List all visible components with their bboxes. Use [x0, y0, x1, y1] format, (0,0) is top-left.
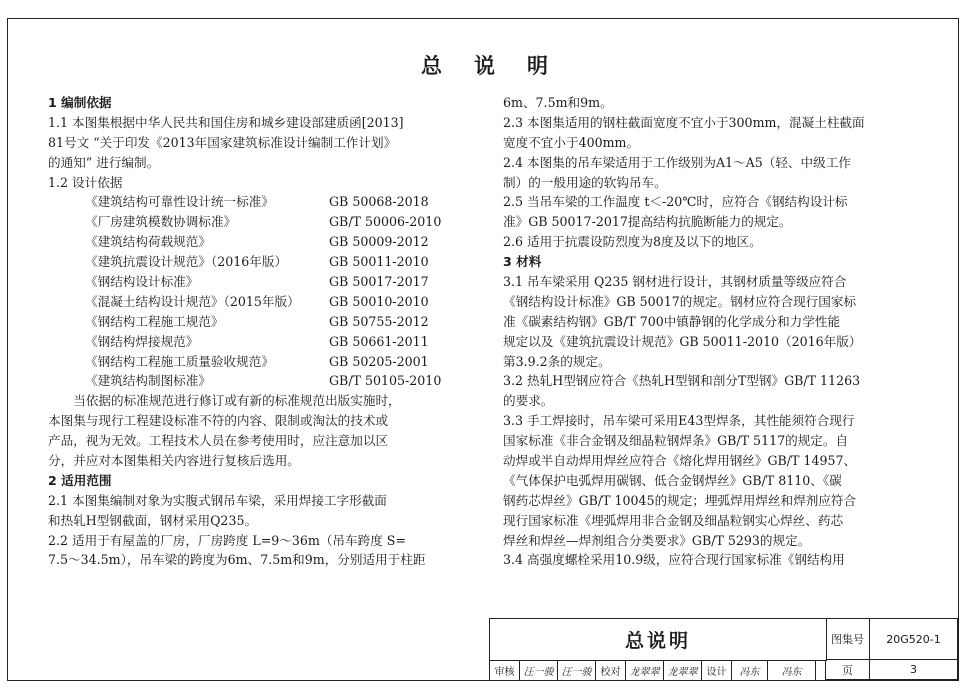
standard-item: [48, 371, 476, 391]
text-line: 焊丝和焊丝—焊剂组合分类要求》GB/T 5293的规定。: [503, 532, 811, 548]
standard-code: GB 50661-2011: [329, 333, 429, 349]
standard-name: 《建筑抗震设计规范》（2016年版）: [85, 254, 288, 270]
text-line: 《气体保护电弧焊用碳钢、低合金钢焊丝》GB/T 8110、《碳: [503, 472, 842, 488]
text-line: 7.5～34.5m），吊车梁的跨度为6m、7.5m和9m，分别适用于柱距: [48, 552, 426, 568]
standard-name: 《建筑结构荷载规范》: [85, 234, 211, 250]
text-line: 2.5 当吊车梁的工作温度 t＜-20℃时，应符合《钢结构设计标: [503, 194, 848, 210]
standard-item: [48, 272, 476, 292]
drawing-title: 总说明: [490, 619, 827, 661]
text-line: 《钢结构设计标准》GB 50017的规定。钢材应符合现行国家标: [503, 293, 857, 309]
text-line: 和热轧H型钢截面，钢材采用Q235。: [48, 512, 258, 528]
text-line: 2.4 本图集的吊车梁适用于工作级别为A1～A5（轻、中级工作: [503, 154, 851, 170]
text-line: 2.3 本图集适用的钢柱截面宽度不宜小于300mm，混凝土柱截面: [503, 114, 865, 130]
standard-name: 《建筑结构制图标准》: [85, 373, 211, 389]
standard-name: 《钢结构焊接规范》: [85, 333, 199, 349]
standard-item: [48, 232, 476, 252]
signature-row: [490, 660, 826, 680]
sign-name: 汪一骏: [520, 660, 558, 680]
text-line: 的要求。: [503, 393, 554, 409]
standard-code: GB 50068-2018: [329, 194, 429, 210]
standard-name: 《钢结构工程施工规范》: [85, 313, 224, 329]
standard-item: [48, 252, 476, 272]
text-line: 准《碳素结构钢》GB/T 700中镇静钢的化学成分和力学性能: [503, 313, 841, 329]
text-line: 3.1 吊车梁采用 Q235 钢材进行设计，其钢材质量等级应符合: [503, 274, 847, 290]
atlas-no-label: 图集号: [826, 619, 870, 660]
standard-name: 《建筑结构可靠性设计统一标准》: [85, 194, 274, 210]
signature: 龙翠翠: [664, 660, 702, 680]
text-line: 宽度不宜小于400mm。: [503, 134, 640, 150]
text-line: 1.2 设计依据: [48, 174, 123, 190]
standard-code: GB/T 50006-2010: [329, 214, 442, 230]
standard-item: [48, 292, 476, 312]
text-line: 国家标准《非合金钢及细晶粒钢焊条》GB/T 5117的规定。自: [503, 433, 849, 449]
sign-name: 龙翠翠: [626, 660, 664, 680]
standard-item: [48, 312, 476, 332]
standard-item: [48, 192, 476, 212]
text-line: 产品，视为无效。工程技术人员在参考使用时，应注意加以区: [48, 433, 389, 449]
text-line: 第3.9.2条的规定。: [503, 353, 611, 369]
page-title: 总说明: [421, 54, 580, 78]
text-line: 3.4 高强度螺栓采用10.9级，应符合现行国家标准《钢结构用: [503, 552, 845, 568]
left-column: [48, 93, 476, 570]
text-line: 81号文 “关于印发《2013年国家建筑标准设计编制工作计划》: [48, 134, 397, 150]
section-heading: 3 材料: [503, 254, 542, 270]
sign-role-label: 设计: [702, 660, 732, 680]
section-heading: 2 适用范围: [48, 472, 112, 488]
text-line: 制）的一般用途的软钩吊车。: [503, 174, 667, 190]
sign-role-label: 审核: [490, 660, 520, 680]
standard-name: 《混凝土结构设计规范》（2015年版）: [85, 293, 300, 309]
text-line: 2.6 适用于抗震设防烈度为8度及以下的地区。: [503, 234, 762, 250]
title-block: [489, 618, 959, 681]
standard-name: 《钢结构工程施工质量验收规范》: [85, 353, 274, 369]
page-number: 3: [870, 660, 958, 680]
signature: 汪一骏: [558, 660, 596, 680]
standard-code: GB 50755-2012: [329, 313, 429, 329]
sign-name: 冯东: [732, 660, 768, 680]
standard-item: [48, 352, 476, 372]
sign-role-label: 校对: [596, 660, 626, 680]
standard-code: GB/T 50105-2010: [329, 373, 442, 389]
right-column: [503, 93, 931, 570]
text-line: 本图集与现行工程建设标准不符的内容、限制或淘汰的技术或: [48, 413, 389, 429]
page-label: 页: [826, 660, 870, 680]
standard-name: 《钢结构设计标准》: [85, 274, 199, 290]
text-line: 2.1 本图集编制对象为实腹式钢吊车梁，采用焊接工字形截面: [48, 492, 387, 508]
standard-item: [48, 212, 476, 232]
text-line: 3.3 手工焊接时，吊车梁可采用E43型焊条，其性能须符合现行: [503, 413, 855, 429]
text-line: 分，并应对本图集相关内容进行复核后选用。: [48, 453, 300, 469]
text-line: 3.2 热轧H型钢应符合《热轧H型钢和剖分T型钢》GB/T 11263: [503, 373, 861, 389]
standard-item: [48, 332, 476, 352]
standard-code: GB 50010-2010: [329, 293, 429, 309]
standard-code: GB 50017-2017: [329, 274, 429, 290]
text-line: 钢药芯焊丝》GB/T 10045的规定；埋弧焊用焊丝和焊剂应符合: [503, 492, 857, 508]
section-heading: 1 编制依据: [48, 95, 112, 110]
standard-code: GB 50009-2012: [329, 234, 429, 250]
text-line: 准》GB 50017-2017提高结构抗脆断能力的规定。: [503, 214, 792, 230]
text-line: 现行国家标准《埋弧焊用非合金钢及细晶粒钢实心焊丝、药芯: [503, 512, 844, 528]
text-line: 的通知” 进行编制。: [48, 154, 160, 170]
text-line: 6m、7.5m和9m。: [503, 95, 613, 110]
text-line: 规定以及《建筑抗震设计规范》GB 50011-2010（2016年版）: [503, 333, 862, 349]
text-line: 当依据的标准规范进行修订或有新的标准规范出版实施时，: [73, 393, 401, 409]
standard-code: GB 50011-2010: [329, 254, 429, 270]
signature: 冯东: [768, 660, 816, 680]
standard-code: GB 50205-2001: [329, 353, 429, 369]
atlas-no: 20G520-1: [870, 619, 958, 660]
text-line: 2.2 适用于有屋盖的厂房，厂房跨度 L=9～36m（吊车跨度 S=: [48, 532, 406, 548]
standard-name: 《厂房建筑模数协调标准》: [85, 214, 237, 230]
text-line: 动焊或半自动焊用焊丝应符合《熔化焊用钢丝》GB/T 14957、: [503, 453, 857, 469]
text-line: 1.1 本图集根据中华人民共和国住房和城乡建设部建质函[2013]: [48, 114, 404, 130]
